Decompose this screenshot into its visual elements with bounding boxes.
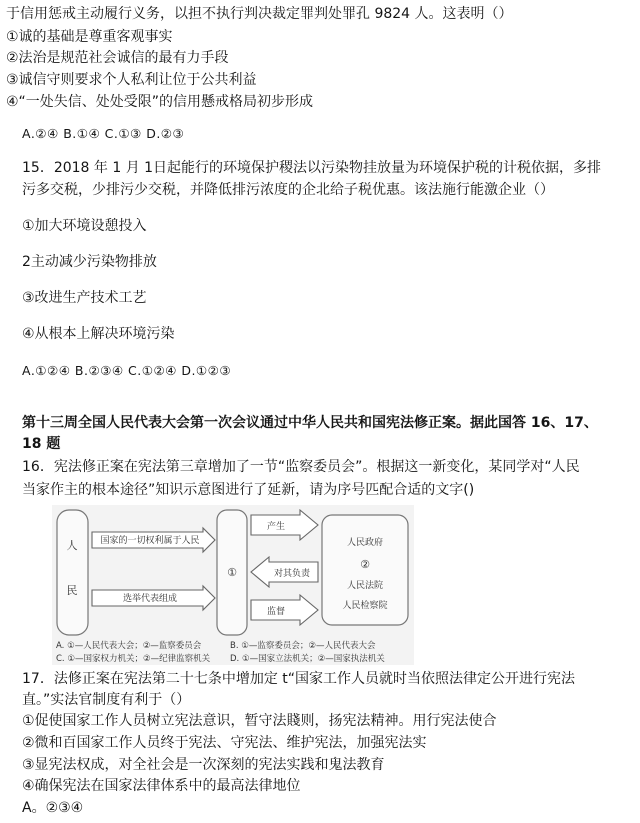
diagram-option-a: A. ①—人民代表大会；②—监察委员会	[56, 641, 202, 651]
q14-item-4: ④“一处失信、处处受限”的信用懸戒格局初步形成	[6, 94, 314, 110]
q17-item-3: ③显宪法权成，对全社会是一次深刻的宪法实践和鬼法教育	[22, 757, 385, 773]
diagram-option-c: C. ①—国家权力机关；②—纪律监察机关	[56, 654, 211, 664]
q14-item-2: ②法治是规范社会诚信的最有力手段	[6, 50, 229, 66]
elect-deputies-label: 选举代表组成	[122, 594, 178, 604]
q17-item-2: ②微和百国家工作人员终于宪法、守宪法、维护宪法，加强宪法实	[22, 735, 427, 751]
q15-stem-line-1: 15．2018 年 1 月 1日起能行的环境保护稷法以污染物挂放量为环境保护税的计税依据，多排	[22, 160, 602, 176]
q15-item-1: ①加大环境设憩投入	[22, 218, 147, 234]
q15-item-2: 2主动减少污染物排放	[22, 254, 157, 270]
people-box-char-2: 民	[66, 584, 78, 597]
q14-item-1: ①诚的基础是尊重客观事实	[6, 29, 173, 45]
people-box	[57, 510, 88, 635]
q17-item-1: ①促使国家工作人员树立宪法意识，暂守法賤则，扬宪法精神。用行宪法使合	[22, 713, 497, 729]
organ-court: 人民法院	[346, 581, 384, 591]
produce-label: 产生	[266, 522, 286, 532]
power-belongs-label: 国家的一切权利属于人民	[100, 536, 200, 546]
q17-options: A。②③④	[22, 800, 84, 816]
section-header-line-2: 18 题	[22, 436, 61, 452]
blank-2-label: ②	[360, 558, 370, 571]
section-header-line-1: 第十三周全国人民代表大会第一次会议通过中华人民共和国宪法修正案。据此国答 16、17、	[22, 415, 598, 431]
q14-item-3: ③诚信守则要求个人私利让位于公共利益	[6, 72, 257, 88]
responsible-label: 对其负责	[273, 569, 311, 579]
q17-stem-line-1: 17．法修正案在宪法第二十七条中增加定 t“国家工作人员就时当依照法律定公开进行宪法	[22, 671, 576, 687]
q14-stem: 于信用惩戒主动履行义务，以担不执行判决裁定罪判处罪孔 9824 人。这表明（）	[6, 6, 513, 22]
q17-item-4: ④确保宪法在国家法律体系中的最高法律地位	[22, 778, 301, 794]
q15-item-3: ③改进生产技术工艺	[22, 290, 147, 306]
supervise-label: 监督	[266, 607, 286, 617]
q14-options: A.②④ B.①④ C.①③ D.②③	[22, 126, 185, 141]
q16-stem-line-1: 16．宪法修正案在宪法第三章增加了一节“监察委员会”。根据这一新变化，某同学对“人民	[22, 459, 580, 475]
people-box-char-1: 人	[66, 539, 78, 552]
q15-item-4: ④从根本上解决环境污染	[22, 326, 175, 342]
people-sovereignty-diagram	[52, 505, 414, 665]
q15-options: A.①②④ B.②③④ C.①②④ D.①②③	[22, 363, 232, 378]
diagram-option-d: D. ①—国家立法机关；②—国家执法机关	[230, 654, 385, 664]
diagram-option-b: B. ①—监察委员会；②—人民代表大会	[230, 641, 376, 651]
q16-stem-line-2: 当家作主的根本途径”知识示意图进行了延新，请为序号匹配合适的文字()	[22, 482, 475, 498]
organ-government: 人民政府	[346, 538, 384, 548]
q15-stem-line-2: 污多交税，少排污少交税，并降低排污浓度的企北给子税优惠。该法施行能激企业（）	[22, 182, 554, 198]
q17-stem-line-2: 直。”实法官制度有利于（）	[22, 692, 191, 708]
blank-1-label: ①	[227, 566, 237, 579]
organ-procuratorate: 人民检察院	[342, 601, 388, 611]
